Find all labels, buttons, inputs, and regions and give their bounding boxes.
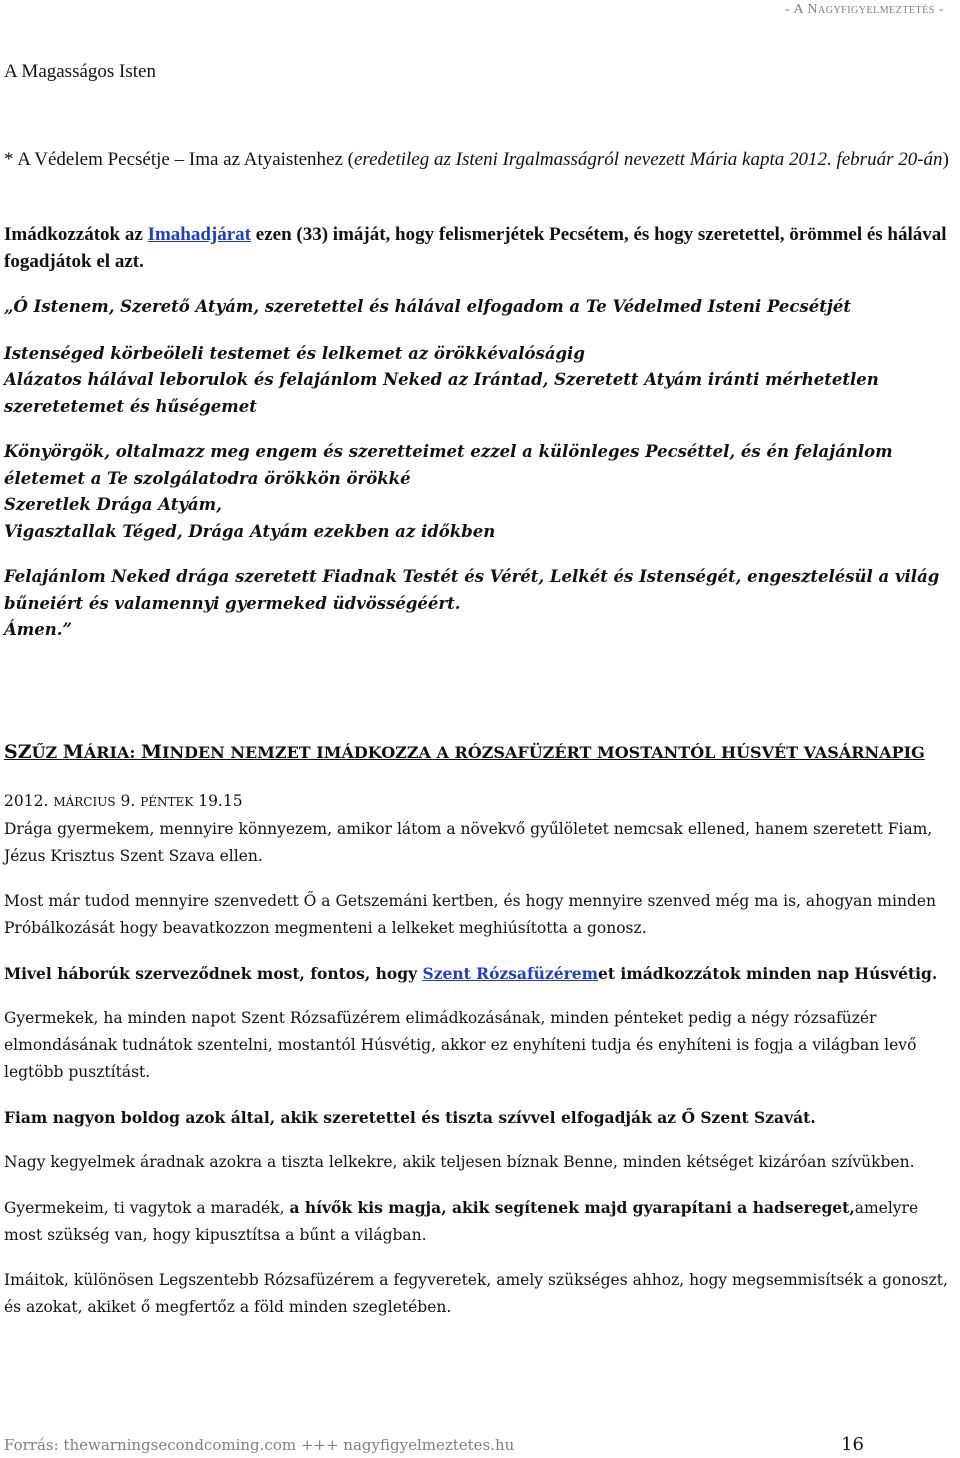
prayer-line: Vigasztallak Téged, Drága Atyám ezekben az időkben	[4, 521, 496, 541]
prayer-subtitle	[4, 146, 956, 173]
date-year: 2012.	[4, 792, 54, 810]
prayer-instruction	[4, 221, 956, 275]
p7-text-a: Gyermekeim, ti vagytok a maradék,	[4, 1199, 290, 1217]
p7-text-bold: a hívők kis magja, akik segítenek majd gyarapítani a hadsereget,	[289, 1198, 855, 1217]
message-heading	[4, 741, 956, 763]
subtitle-suffix: )	[942, 149, 949, 170]
heading-part: M	[140, 741, 162, 763]
instruction-text-a: Imádkozzátok az	[4, 224, 148, 245]
prayer-line: Könyörgök, oltalmazz meg engem és szeretteimet ezzel a különleges Pecséttel, és én felajánlom életemet a Te szolgálatodra örökkön örökké	[4, 442, 893, 488]
date-day: 9.	[115, 792, 141, 810]
heading-part: INDEN NEMZET IMÁDKOZZA A RÓZSAFÜZÉRT MOSTANTÓL HÚSVÉT VASÁRNAPIG	[161, 743, 925, 762]
p3-text-b: et imádkozzátok minden nap Húsvétig.	[598, 964, 938, 983]
prayer-line: Alázatos hálával leborulok és felajánlom Neked az Irántad, Szeretett Atyám iránti mérhetetlen szeretetemet és hűségemet	[4, 370, 879, 416]
date-weekday: PÉNTEK	[140, 795, 194, 809]
running-header	[785, 2, 944, 18]
szent-rozsafuzerem-link[interactable]: Szent Rózsafüzérem	[422, 964, 599, 983]
message-paragraph: Nagy kegyelmek áradnak azokra a tiszta lelkekre, akik teljesen bíznak Benne, minden kétséget kizáróan szívükben.	[4, 1153, 915, 1171]
message-paragraph: Fiam nagyon boldog azok által, akik szeretettel és tiszta szívvel elfogadják az Ő Szent Szavát.	[4, 1108, 816, 1127]
date-time: 19.15	[193, 792, 243, 810]
message-paragraph	[4, 1194, 956, 1249]
prayer-line: Istenséged körbeöleli testemet és lelkemet az örökkévalóságig	[4, 343, 585, 363]
heading-part: ŰZ	[31, 743, 63, 762]
message-paragraph: Gyermekek, ha minden napot Szent Rózsafüzérem elimádkozásának, minden pénteket pedig a négy rózsafüzér elmondásának tudnátok szentelni, mostantól Húsvétig, akkor ez enyhíteni tudja és enyhíteni is fogja a világban levő legtöbb pusztítást.	[4, 1009, 917, 1081]
instruction-text-b: ezen (33) imáját, hogy felismerjétek Pecsétem, és hogy szeretettel, örömmel és hálával fogadjátok el azt.	[4, 224, 947, 272]
subtitle-italic: eredetileg az Isteni Irgalmasságról nevezett Mária kapta 2012. február 20-án	[353, 149, 943, 170]
prayer-line: Szeretlek Drága Atyám,	[4, 495, 222, 514]
message-date	[4, 788, 956, 816]
prayer-line: Felajánlom Neked drága szeretett Fiadnak Testét és Vérét, Lelkét és Istenségét, engesztelésül a világ bűneiért és valamennyi gyermeked üdvösségéért.	[4, 567, 940, 613]
heading-part: SZ	[4, 741, 32, 763]
page-title: A Magasságos Isten	[4, 61, 156, 82]
heading-part: :	[129, 743, 141, 762]
message-paragraph: Drága gyermekem, mennyire könnyezem, amikor látom a növekvő gyűlöletet nemcsak ellened, hanem szeretett Fiam, Jézus Krisztus Szent Szava ellen.	[4, 820, 933, 865]
subtitle-prefix: * A Védelem Pecsétje – Ima az Atyaistenhez (	[4, 149, 354, 170]
p3-text-a: Mivel háborúk szerveződnek most, fontos, hogy	[4, 964, 423, 983]
heading-part: ÁRIA	[83, 743, 130, 762]
page-number: 16	[841, 1434, 864, 1455]
footer-source: Forrás: thewarningsecondcoming.com +++ nagyfigyelmeztetes.hu	[4, 1436, 515, 1454]
message-body	[4, 788, 956, 1321]
prayer-line: „Ó Istenem, Szerető Atyám, szeretettel és hálával elfogadom a Te Védelmed Isteni Pecsétjét	[4, 297, 851, 316]
imahadjarat-link[interactable]: Imahadjárat	[147, 224, 252, 245]
heading-part: M	[62, 741, 84, 763]
date-month: MÁRCIUS	[53, 795, 116, 809]
running-header-smallcaps: agyfigyelmeztetés	[818, 2, 935, 17]
prayer-text	[4, 294, 956, 644]
prayer-line: Ámen.”	[4, 620, 72, 639]
message-paragraph: Imáitok, különösen Legszentebb Rózsafüzérem a fegyveretek, amely szükséges ahhoz, hogy megsemmisítsék a gonoszt, és azokat, akiket ő megfertőz a föld minden szegletében.	[4, 1271, 948, 1316]
running-header-suffix: -	[934, 2, 944, 17]
running-header-prefix: - A N	[785, 2, 818, 17]
message-paragraph: Most már tudod mennyire szenvedett Ő a Getszemáni kertben, és hogy mennyire szenved még ma is, ahogyan minden Próbálkozását hogy beavatkozzon megmenteni a lelkeket meghiúsította a gonosz.	[4, 892, 937, 937]
p7-text-c: amelyre most szükség van, hogy kipusztítsa a bűnt a világban.	[4, 1199, 919, 1244]
message-paragraph	[4, 960, 956, 987]
